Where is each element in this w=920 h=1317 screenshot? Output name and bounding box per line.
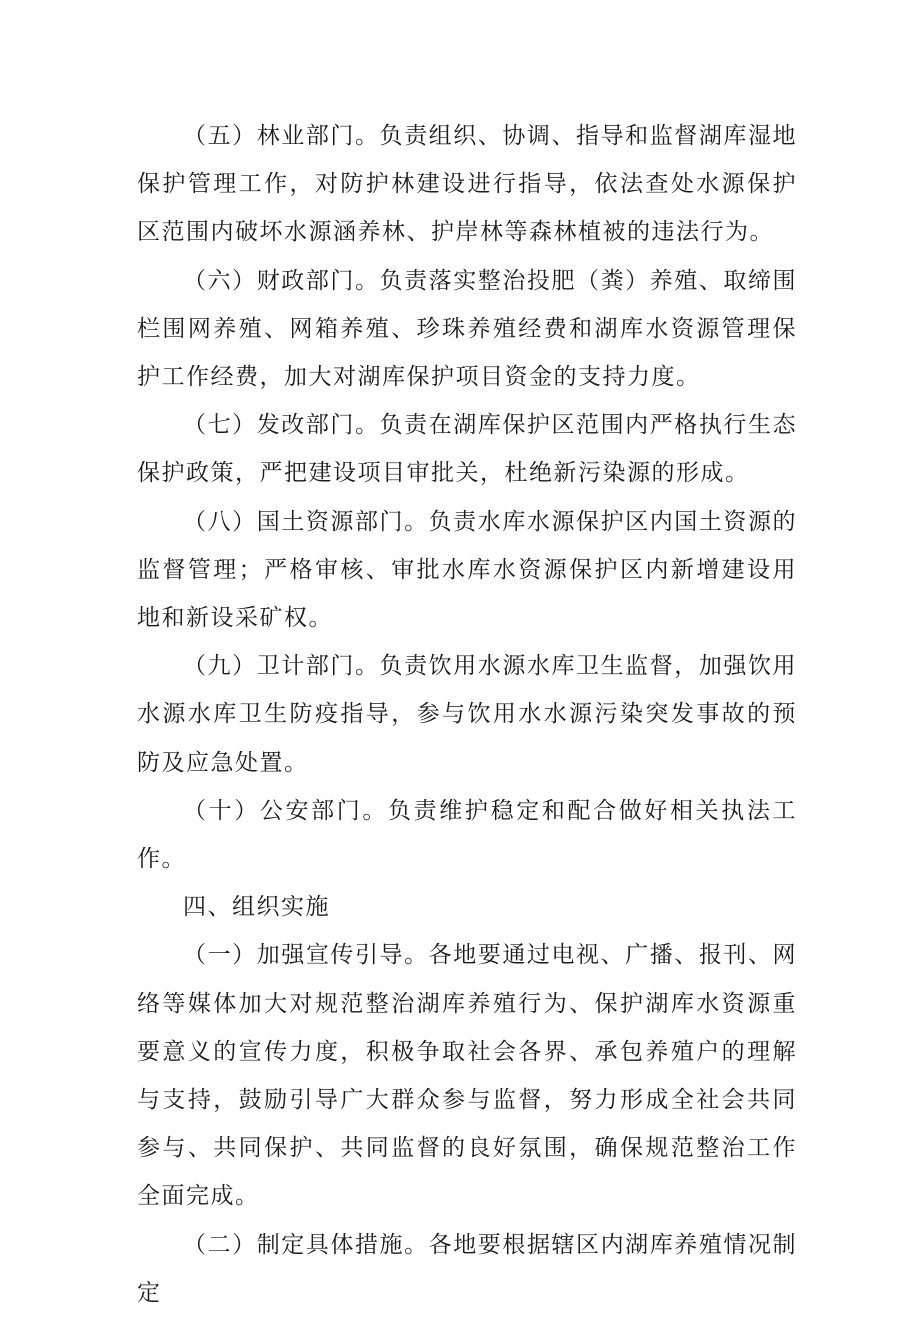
paragraph-health: （九）卫计部门。负责饮用水源水库卫生监督，加强饮用水源水库卫生防疫指导，参与饮用水水源污染突发事故的预防及应急处置。 (137, 653, 797, 776)
paragraph-development-reform: （七）发改部门。负责在湖库保护区范围内严格执行生态保护政策，严把建设项目审批关，杜绝新污染源的形成。 (137, 412, 797, 487)
paragraph-land-resources: （八）国土资源部门。负责水库水源保护区内国土资源的监督管理；严格审核、审批水库水资源保护区内新增建设用地和新设采矿权。 (137, 508, 797, 632)
paragraph-forestry: （五）林业部门。负责组织、协调、指导和监督湖库湿地保护管理工作，对防护林建设进行指导，依法查处水源保护区范围内破坏水源涵养林、护岸林等森林植被的违法行为。 (137, 123, 797, 246)
document-body (137, 112, 797, 1317)
paragraph-measures: （二）制定具体措施。各地要根据辖区内湖库养殖情况制定 (137, 1231, 797, 1306)
paragraph-public-security: （十）公安部门。负责维护稳定和配合做好相关执法工作。 (137, 797, 797, 873)
paragraph-finance: （六）财政部门。负责落实整治投肥（粪）养殖、取缔围栏围网养殖、网箱养殖、珍珠养殖经费和湖库水资源管理保护工作经费，加大对湖库保护项目资金的支持力度。 (137, 267, 797, 391)
paragraph-publicity: （一）加强宣传引导。各地要通过电视、广播、报刊、网络等媒体加大对规范整治湖库养殖行为、保护湖库水资源重要意义的宣传力度，积极争取社会各界、承包养殖户的理解与支持，鼓励引导广大群众参与监督，努力形成全社会共同参与、共同保护、共同监督的良好氛围，确保规范整治工作全面完成。 (137, 942, 797, 1210)
section-heading: 四、组织实施 (183, 894, 330, 921)
